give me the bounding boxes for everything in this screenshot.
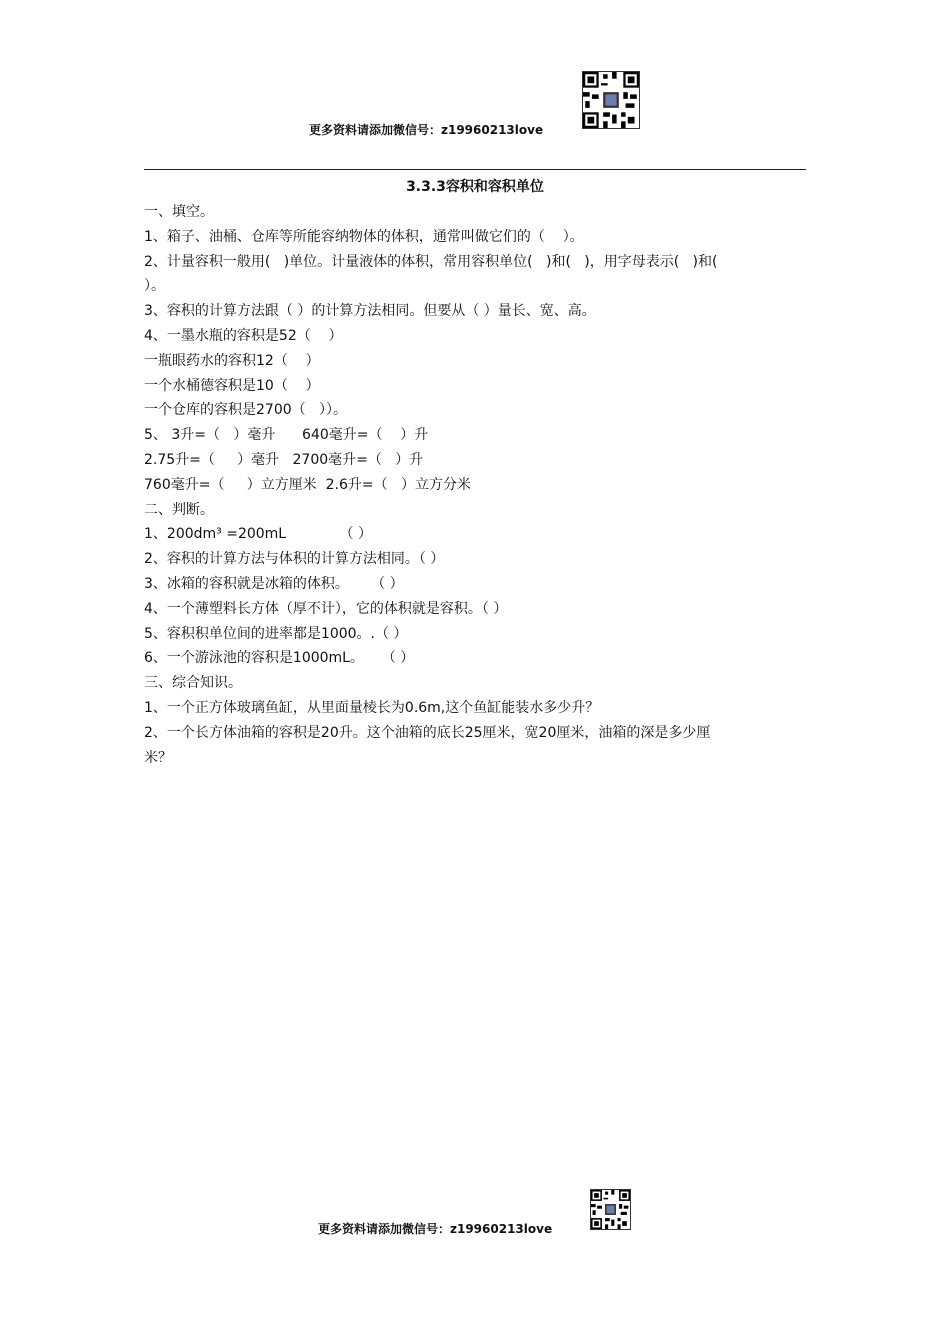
question-line: 1、200dm³ =200mL （ ）	[144, 526, 372, 543]
question-line: 1、一个正方体玻璃鱼缸，从里面量棱长为0.6m,这个鱼缸能装水多少升？	[144, 699, 600, 716]
question-line: 2、计量容积一般用( )单位。计量液体的体积，常用容积单位( )和( )，用字母表示( )和(	[144, 253, 718, 270]
section-heading-comprehensive: 三、综合知识。	[144, 675, 242, 692]
question-line: 3、冰箱的容积就是冰箱的体积。 （ ）	[144, 575, 404, 592]
question-line: 6、一个游泳池的容积是1000mL。 （ ）	[144, 650, 415, 667]
question-line: 4、一个薄塑料长方体（厚不计），它的体积就是容积。（ ）	[144, 600, 508, 617]
question-line: 一瓶眼药水的容积12（ ）	[144, 352, 320, 369]
section-heading-judge: 二、判断。	[144, 501, 214, 518]
question-line: 一个水桶德容积是10（ ）	[144, 377, 320, 394]
header-qr-code-icon	[582, 71, 640, 129]
question-line: 4、一墨水瓶的容积是52（ ）	[144, 327, 343, 344]
question-line: 1、箱子、油桶、仓库等所能容纳物体的体积，通常叫做它们的（ ）。	[144, 228, 584, 245]
question-line: 2、容积的计算方法与体积的计算方法相同。（ ）	[144, 551, 445, 568]
section-heading-fill-in: 一、填空。	[144, 204, 214, 220]
question-line: 5、 3升=（ ）毫升 640毫升=（ ）升	[144, 427, 429, 444]
footer-contact-text: 更多资料请添加微信号：z19960213love	[318, 1222, 553, 1236]
footer-qr-code-icon	[590, 1189, 631, 1230]
header-contact-text: 更多资料请添加微信号：z19960213love	[309, 123, 544, 137]
question-line: 5、容积积单位间的进率都是1000。.（ ）	[144, 625, 408, 642]
question-line: 760毫升=（ ）立方厘米 2.6升=（ ）立方分米	[144, 476, 471, 493]
qr-code-icon	[591, 1190, 630, 1229]
header-divider	[144, 169, 806, 170]
worksheet-body	[144, 200, 806, 770]
question-line: 一个仓库的容积是2700（ ））。	[144, 402, 347, 419]
qr-code-icon	[583, 72, 639, 128]
question-line: 3、容积的计算方法跟（ ）的计算方法相同。但要从（ ）量长、宽、高。	[144, 303, 596, 320]
page-title: 3.3.3容积和容积单位	[406, 179, 544, 195]
question-line: 米？	[144, 749, 172, 766]
question-line: ）。	[144, 278, 165, 295]
question-line: 2、一个长方体油箱的容积是20升。这个油箱的底长25厘米，宽20厘米，油箱的深是多少厘	[144, 724, 711, 741]
question-line: 2.75升=（ ）毫升 2700毫升=（ ）升	[144, 451, 424, 468]
